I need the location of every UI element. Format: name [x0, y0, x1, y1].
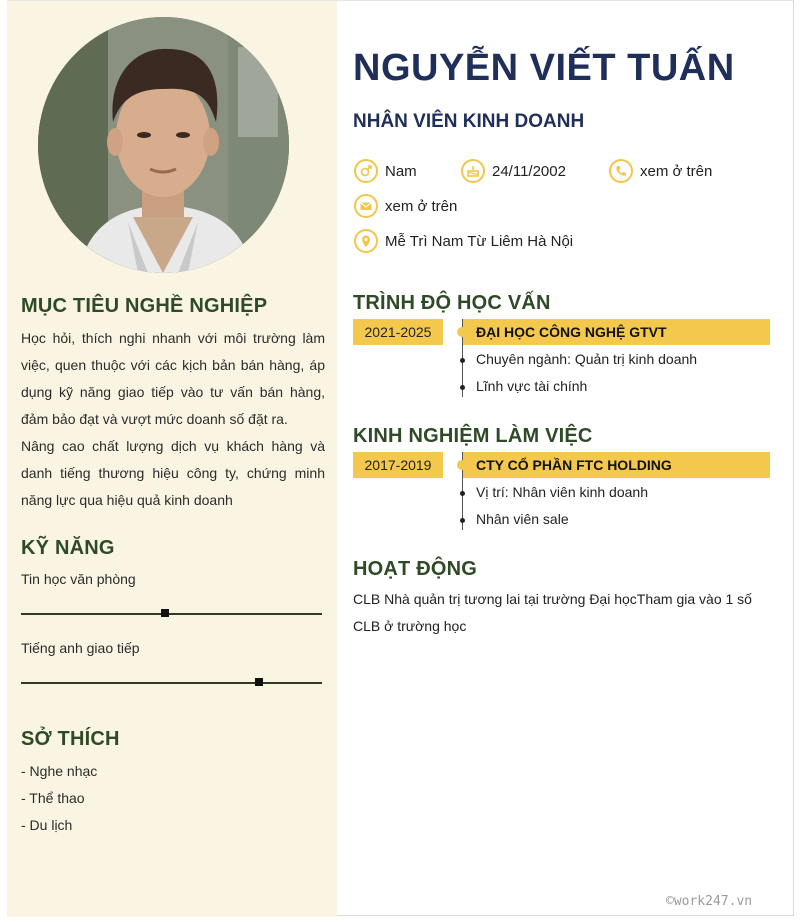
birthday-value: 24/11/2002	[492, 162, 566, 180]
education-school: ĐẠI HỌC CÔNG NGHỆ GTVT	[463, 319, 770, 345]
skill-bar	[21, 613, 322, 615]
timeline-bullet	[460, 491, 465, 496]
skill-bar	[21, 682, 322, 684]
timeline-dot	[457, 327, 467, 337]
experience-detail: Vị trí: Nhân viên kinh doanh	[476, 484, 648, 500]
info-address	[354, 229, 573, 253]
skills-title: KỸ NĂNG	[21, 537, 115, 559]
info-email	[354, 194, 457, 218]
experience-period: 2017-2019	[353, 452, 443, 478]
candidate-name: NGUYỄN VIẾT TUẤN	[353, 47, 735, 89]
sidebar	[7, 1, 337, 917]
education-detail: Chuyên ngành: Quản trị kinh doanh	[476, 351, 698, 367]
gender-icon	[354, 159, 378, 183]
timeline-bullet	[460, 518, 465, 523]
hobby-item: - Du lịch	[21, 817, 73, 833]
profile-photo	[38, 17, 289, 273]
timeline-bullet	[460, 385, 465, 390]
phone-value: xem ở trên	[640, 162, 713, 180]
gender-value: Nam	[385, 162, 417, 180]
phone-icon	[609, 159, 633, 183]
skill-label: Tin học văn phòng	[21, 571, 136, 587]
skill-level-knob	[255, 678, 263, 686]
objective-paragraph-1: Học hỏi, thích nghi nhanh với môi trường làm việc, quen thuộc với các kịch bản bán hàng, áp dụng kỹ năng giao tiếp vào tư vấn bán hàng, đảm bảo đạt và vượt mức doanh số đặt ra.	[21, 330, 325, 427]
education-period: 2021-2025	[353, 319, 443, 345]
activities-title: HOẠT ĐỘNG	[353, 558, 478, 580]
education-detail: Lĩnh vực tài chính	[476, 378, 588, 394]
hobbies-title: SỞ THÍCH	[21, 728, 120, 750]
watermark: ©work247.vn	[666, 894, 753, 909]
objective-paragraph-2: Nâng cao chất lượng dịch vụ khách hàng và danh tiếng thương hiệu công ty, chứng minh năng lực qua hiệu quả kinh doanh	[21, 438, 325, 508]
birthday-cake-icon	[461, 159, 485, 183]
info-gender	[354, 159, 417, 183]
address-value: Mễ Trì Nam Từ Liêm Hà Nội	[385, 232, 574, 250]
info-phone	[609, 159, 712, 183]
job-title: NHÂN VIÊN KINH DOANH	[353, 111, 585, 132]
info-birthday	[461, 159, 566, 183]
hobby-item: - Nghe nhạc	[21, 763, 98, 779]
email-icon	[354, 194, 378, 218]
skill-level-knob	[161, 609, 169, 617]
education-title: TRÌNH ĐỘ HỌC VẤN	[353, 292, 551, 314]
objective-title: MỤC TIÊU NGHỀ NGHIỆP	[21, 295, 268, 317]
timeline-dot	[457, 460, 467, 470]
experience-company: CTY CỔ PHẦN FTC HOLDING	[463, 452, 770, 478]
map-pin-icon	[354, 229, 378, 253]
hobby-item: - Thể thao	[21, 790, 85, 806]
email-value: xem ở trên	[385, 197, 458, 215]
experience-detail: Nhân viên sale	[476, 511, 569, 527]
resume-page	[7, 0, 794, 916]
activities-text: CLB Nhà quản trị tương lai tại trường Đại họcTham gia vào 1 số CLB ở trường học	[353, 591, 752, 634]
skill-label: Tiếng anh giao tiếp	[21, 640, 140, 656]
experience-title: KINH NGHIỆM LÀM VIỆC	[353, 425, 593, 447]
timeline-bullet	[460, 358, 465, 363]
